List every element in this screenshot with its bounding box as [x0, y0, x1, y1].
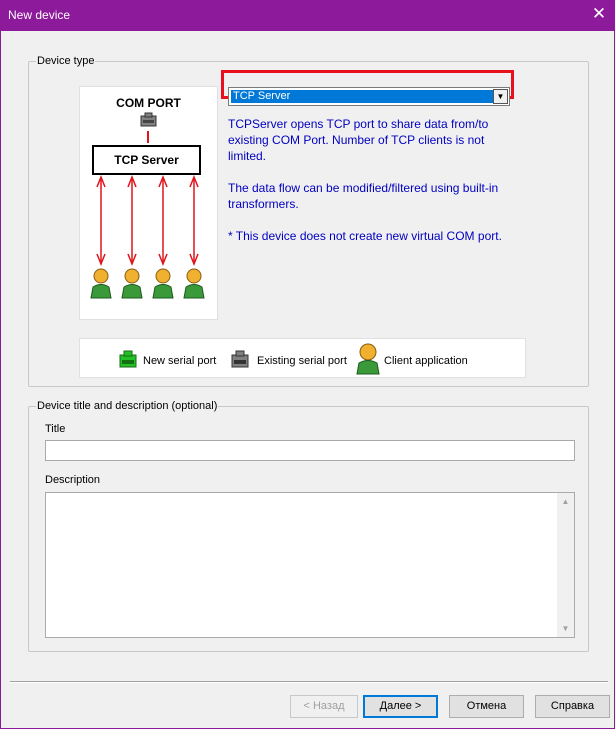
- description-textarea[interactable]: [45, 492, 575, 638]
- legend-client-application: Client application: [384, 355, 468, 367]
- client-connection-arrow: [190, 177, 198, 264]
- device-type-selected-value: TCP Server: [231, 90, 493, 103]
- tcp-server-box: TCP Server: [92, 145, 201, 175]
- new-serial-port-icon: [118, 349, 138, 371]
- description-paragraph-1: TCPServer opens TCP port to share data from/to existing COM Port. Number of TCP clients is not limited.: [228, 117, 489, 163]
- client-icon: [122, 269, 142, 298]
- dropdown-arrow-icon[interactable]: ▼: [493, 89, 508, 104]
- description-label: Description: [45, 474, 101, 486]
- device-type-select[interactable]: [228, 87, 510, 106]
- cancel-button[interactable]: Отмена: [449, 695, 524, 718]
- client-connection-arrow: [97, 177, 105, 264]
- device-details-legend: Device title and description (optional): [37, 400, 218, 412]
- title-label: Title: [45, 423, 66, 435]
- icon-legend: [79, 338, 526, 378]
- scroll-down-icon[interactable]: ▼: [561, 624, 570, 633]
- client-connection-arrow: [128, 177, 136, 264]
- scroll-up-icon[interactable]: ▲: [561, 497, 570, 506]
- window-title: New device: [8, 8, 71, 22]
- button-separator: [10, 681, 608, 683]
- help-button[interactable]: Справка: [535, 695, 610, 718]
- back-button[interactable]: < Назад: [290, 695, 358, 718]
- title-input[interactable]: [45, 440, 575, 461]
- legend-existing-serial-port: Existing serial port: [257, 355, 347, 367]
- device-type-legend: Device type: [37, 55, 95, 67]
- description-paragraph-2: The data flow can be modified/filtered using built-in transformers.: [228, 181, 499, 211]
- description-paragraph-3: * This device does not create new virtual COM port.: [228, 229, 502, 243]
- client-application-icon: [354, 341, 382, 375]
- next-button[interactable]: Далее >: [363, 695, 438, 718]
- device-diagram: [79, 86, 218, 320]
- title-bar: [0, 0, 615, 31]
- client-icon: [184, 269, 204, 298]
- client-icon: [91, 269, 111, 298]
- existing-serial-port-icon: [230, 349, 250, 371]
- com-port-label: COM PORT: [116, 96, 181, 110]
- description-scrollbar[interactable]: [557, 493, 574, 637]
- client-icon: [153, 269, 173, 298]
- client-connection-arrow: [159, 177, 167, 264]
- arrows-graphics: [80, 87, 217, 319]
- legend-new-serial-port: New serial port: [143, 355, 217, 367]
- close-icon[interactable]: ✕: [591, 4, 607, 23]
